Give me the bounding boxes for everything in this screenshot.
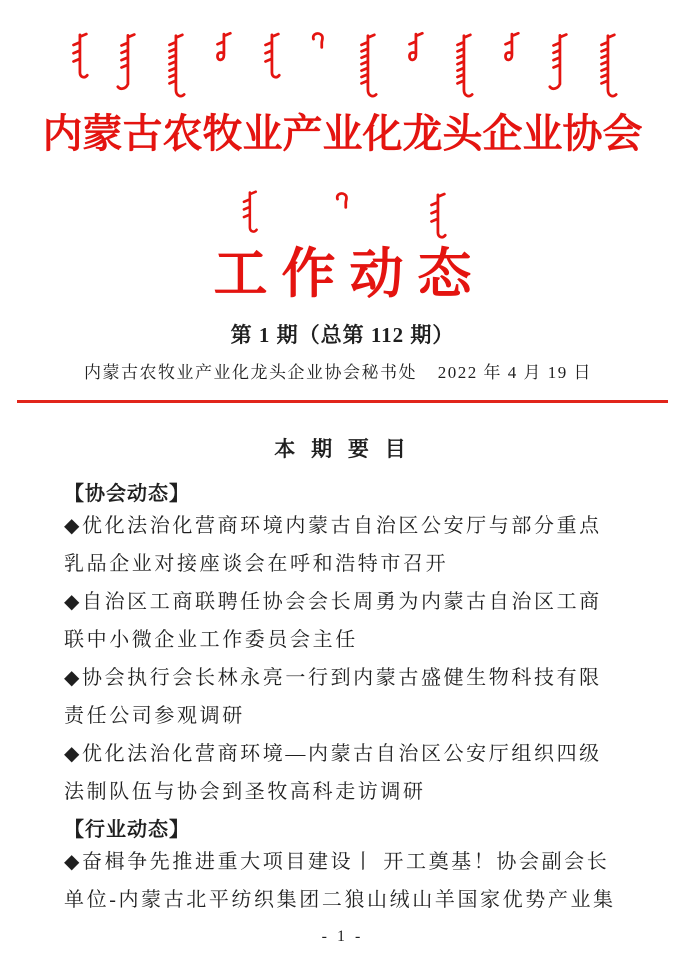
org-title: 内蒙古农牧业产业化龙头企业协会: [42, 111, 643, 156]
toc-line: ◆优化法治化营商环境内蒙古自治区公安厅与部分重点: [64, 515, 602, 537]
toc-line: 法制队伍与协会到圣牧高科走访调研: [64, 781, 426, 803]
mongolian-glyph: [596, 30, 618, 102]
page-number: - 1 -: [321, 928, 364, 945]
toc-line: 联中小微企业工作委员会主任: [64, 629, 358, 651]
bulletin-title: 工作动态: [213, 244, 486, 304]
divider-rule: [17, 400, 668, 403]
section-heading-industry-news: 【行业动态】: [64, 819, 190, 841]
toc-line: ◆优化法治化营商环境—内蒙古自治区公安厅组织四级: [64, 743, 602, 765]
toc-line: 乳品企业对接座谈会在呼和浩特市召开: [64, 553, 449, 575]
mongolian-glyph: [404, 30, 426, 64]
mongolian-glyph: [356, 30, 378, 102]
toc-title: 本 期 要 目: [274, 438, 411, 461]
mongolian-glyph: [308, 30, 330, 50]
toc-line: ◆奋楫争先推进重大项目建设丨 开工奠基！协会副会长: [64, 851, 610, 873]
mongolian-glyph: [116, 30, 138, 94]
mongolian-glyph: [332, 190, 354, 210]
publisher-date-row: [0, 362, 685, 384]
mongolian-glyph: [212, 30, 234, 64]
toc-line: 责任公司参观调研: [64, 705, 245, 727]
section-heading-association-news: 【协会动态】: [64, 483, 190, 505]
mongolian-glyph: [260, 30, 282, 82]
mongolian-glyph: [238, 190, 260, 234]
toc-body: [0, 481, 685, 919]
toc-line: 单位-内蒙古北平纺织集团二狼山绒山羊国家优势产业集: [64, 889, 616, 911]
toc-line: ◆自治区工商联聘任协会会长周勇为内蒙古自治区工商: [64, 591, 602, 613]
mongolian-glyph: [164, 30, 186, 102]
publish-date: 2022 年 4 月 19 日: [437, 363, 592, 382]
mongolian-script-banner-top: [0, 30, 685, 102]
toc-line: ◆协会执行会长林永亮一行到内蒙古盛健生物科技有限: [64, 667, 602, 689]
mongolian-glyph: [68, 30, 90, 82]
mongolian-glyph: [452, 30, 474, 102]
publisher: 内蒙古农牧业产业化龙头企业协会秘书处: [84, 363, 417, 382]
mongolian-glyph: [500, 30, 522, 64]
mongolian-glyph: [548, 30, 570, 94]
mongolian-glyph: [426, 190, 448, 242]
mongolian-script-banner-mid: [0, 190, 685, 242]
issue-number: 第 1 期（总第 112 期）: [230, 323, 455, 347]
